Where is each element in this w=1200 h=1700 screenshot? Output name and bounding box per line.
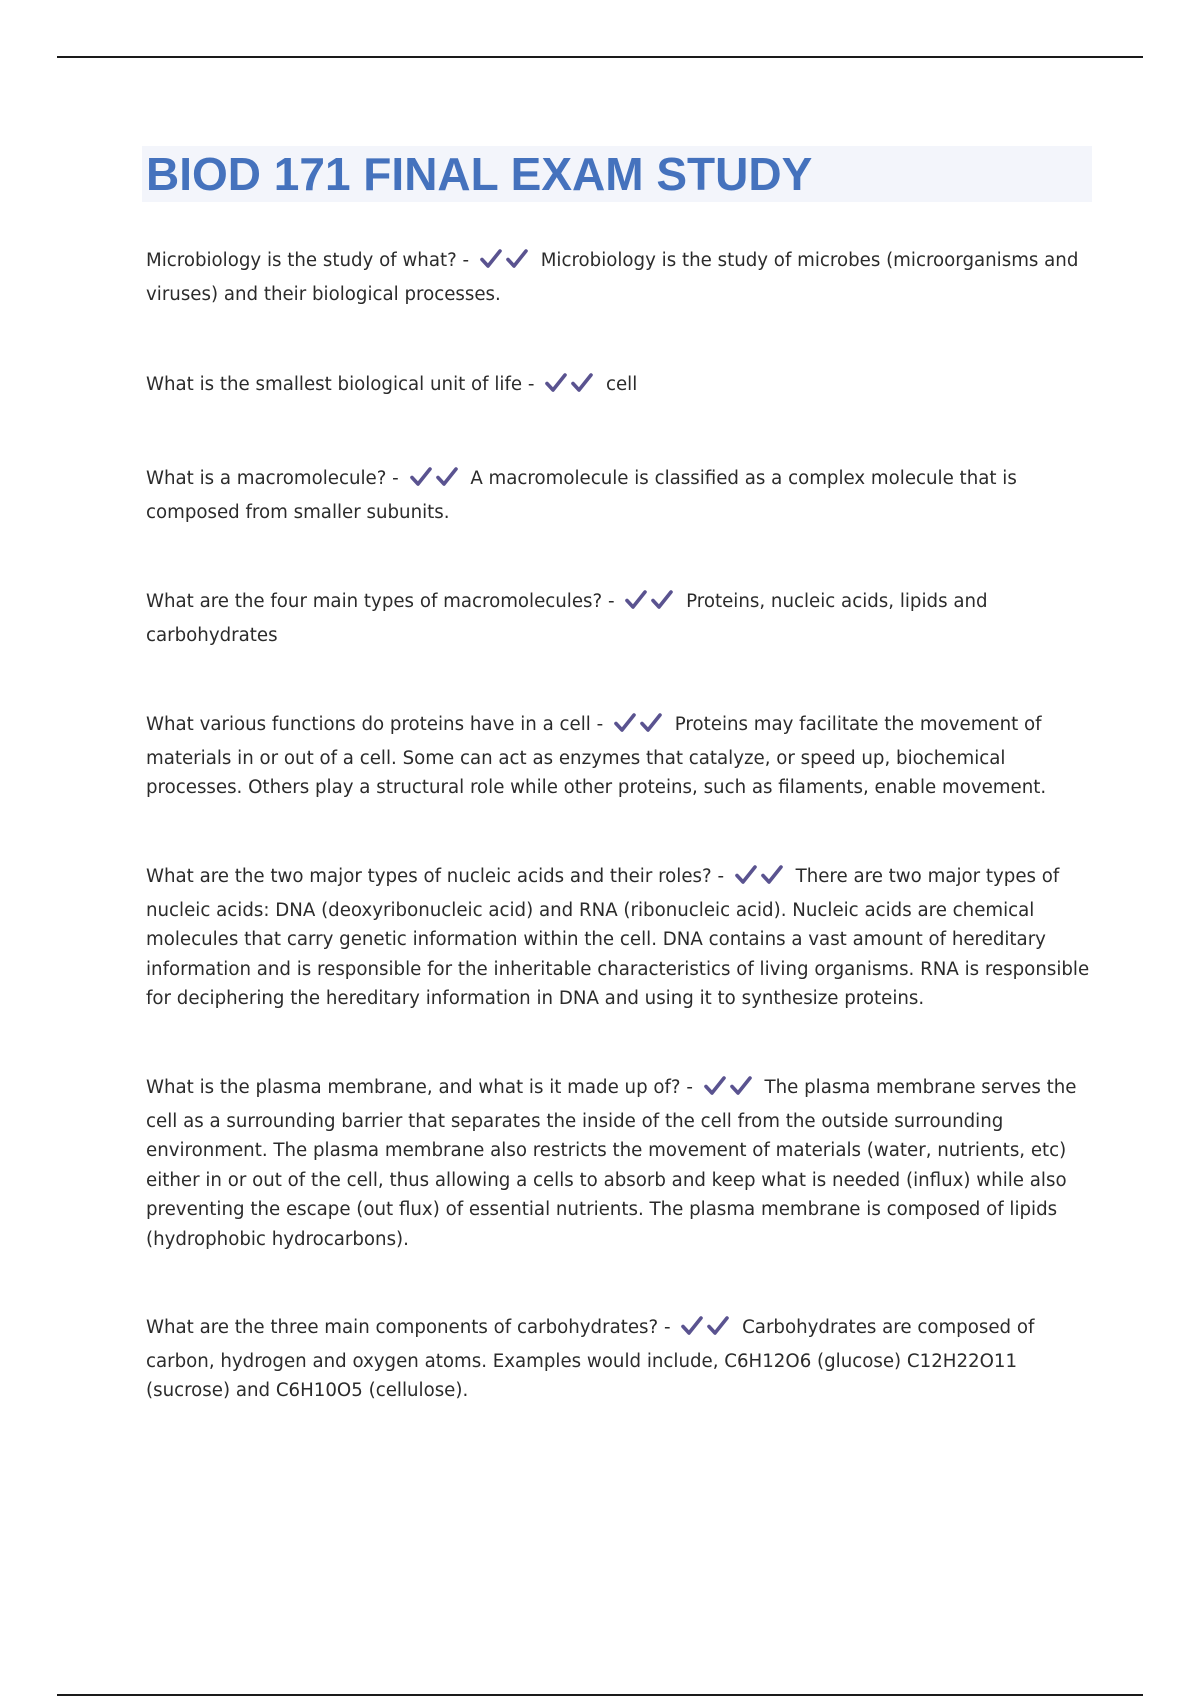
answer-checkmarks <box>734 864 786 896</box>
question-text: What are the two major types of nucleic acids and their roles? - <box>146 866 725 887</box>
checkmark-icon <box>706 1315 730 1337</box>
answer-checkmarks <box>680 1315 732 1347</box>
document-title: BIOD 171 FINAL EXAM STUDY <box>146 148 813 200</box>
answer-text: Microbiology is the study of microbes (microorganisms and viruses) and their biological processes. <box>146 250 1079 305</box>
checkmark-icon <box>570 372 594 394</box>
checkmark-icon <box>760 864 784 886</box>
checkmark-icon <box>409 466 433 488</box>
qa-item <box>146 246 1098 309</box>
answer-text: A macromolecule is classified as a complex molecule that is composed from smaller subunits. <box>146 468 1017 523</box>
checkmark-icon <box>435 466 459 488</box>
checkmark-icon <box>680 1315 704 1337</box>
qa-item <box>146 1313 1098 1406</box>
answer-checkmarks <box>479 248 531 280</box>
answer-text: Proteins, nucleic acids, lipids and carbohydrates <box>146 591 988 646</box>
answer-checkmarks <box>703 1075 755 1107</box>
checkmark-icon <box>505 248 529 270</box>
qa-item <box>146 370 1098 404</box>
checkmark-icon <box>650 589 674 611</box>
qa-item <box>146 862 1098 1014</box>
qa-item <box>146 710 1098 803</box>
answer-checkmarks <box>613 712 665 744</box>
checkmark-icon <box>544 372 568 394</box>
question-text: Microbiology is the study of what? - <box>146 250 470 271</box>
answer-text: The plasma membrane serves the cell as a surrounding barrier that separates the inside of the cell from the outside surrounding environment. The plasma membrane also restricts the movement of materials (water, nutrients, etc) either in or out of the cell, thus allowing a cells to absorb and keep what is needed (influx) while also preventing the escape (out flux) of essential nutrients. The plasma membrane is composed of lipids (hydrophobic hydrocarbons). <box>146 1077 1077 1250</box>
checkmark-icon <box>734 864 758 886</box>
question-text: What is a macromolecule? - <box>146 468 399 489</box>
top-divider <box>57 56 1143 58</box>
question-text: What various functions do proteins have in a cell - <box>146 714 604 735</box>
answer-text: Carbohydrates are composed of carbon, hydrogen and oxygen atoms. Examples would include, C6H12O6 (glucose) C12H22O11 (sucrose) and C6H10O5 (cellulose). <box>146 1317 1035 1401</box>
checkmark-icon <box>729 1075 753 1097</box>
checkmark-icon <box>479 248 503 270</box>
answer-text: Proteins may facilitate the movement of materials in or out of a cell. Some can act as enzymes that catalyze, or speed up, biochemical processes. Others play a structural role while other proteins, such as filaments, enable movement. <box>146 714 1047 798</box>
question-text: What are the three main components of carbohydrates? - <box>146 1317 671 1338</box>
qa-item <box>146 1073 1098 1254</box>
answer-checkmarks <box>624 589 676 621</box>
question-text: What are the four main types of macromolecules? - <box>146 591 615 612</box>
answer-text: cell <box>605 374 638 395</box>
checkmark-icon <box>624 589 648 611</box>
bottom-divider <box>57 1694 1143 1696</box>
answer-checkmarks <box>409 466 461 498</box>
question-text: What is the plasma membrane, and what is it made up of? - <box>146 1077 693 1098</box>
question-text: What is the smallest biological unit of life - <box>146 374 535 395</box>
answer-text: There are two major types of nucleic acids: DNA (deoxyribonucleic acid) and RNA (ribonucleic acid). Nucleic acids are chemical molecules that carry genetic information within the cell. DNA contains a vast amount of hereditary information and is responsible for the inheritable characteristics of living organisms. RNA is responsible for deciphering the hereditary information in DNA and using it to synthesize proteins. <box>146 866 1090 1009</box>
answer-checkmarks <box>544 372 596 404</box>
checkmark-icon <box>639 712 663 734</box>
qa-item <box>146 587 1098 650</box>
checkmark-icon <box>613 712 637 734</box>
checkmark-icon <box>703 1075 727 1097</box>
qa-item <box>146 464 1098 527</box>
